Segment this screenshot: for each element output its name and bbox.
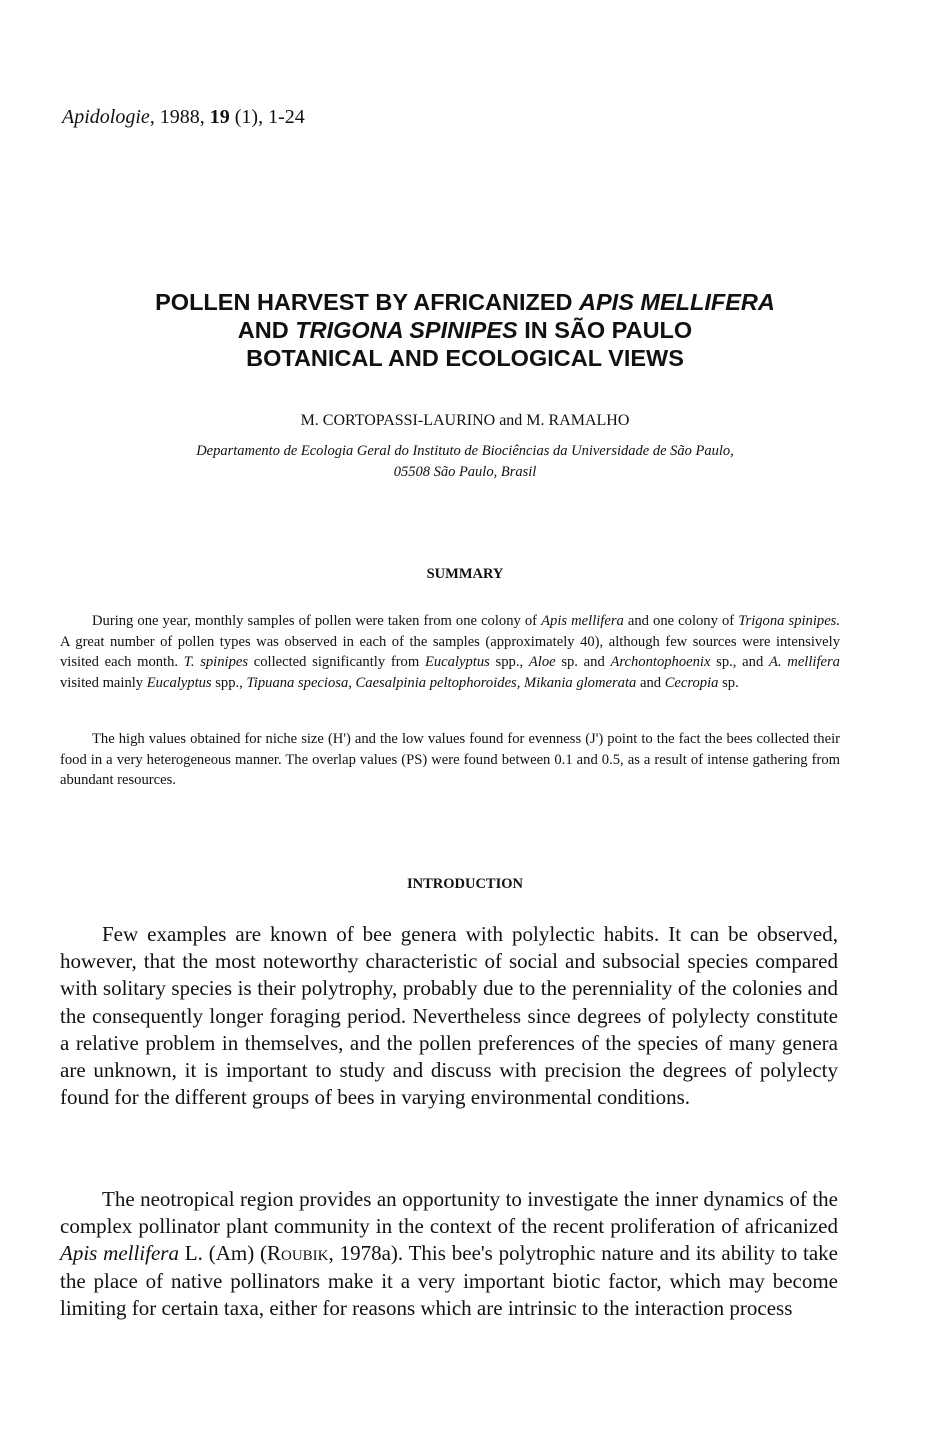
summary-heading: SUMMARY bbox=[426, 566, 504, 582]
species-name: Eucalyptus bbox=[146, 674, 212, 691]
intro-paragraph-2 bbox=[60, 1186, 838, 1322]
text-run: sp. and bbox=[555, 654, 611, 670]
text-run: spp., bbox=[211, 674, 247, 691]
cited-author: Roubik bbox=[267, 1241, 329, 1266]
affiliation-line1: Departamento de Ecologia Geral do Instituto de Biociências da Universidade de São Paulo, bbox=[196, 443, 734, 459]
species-name: Trigona spinipes. bbox=[738, 613, 841, 629]
text-run: and one colony of bbox=[623, 613, 739, 629]
text-run: sp., and bbox=[710, 654, 769, 670]
text-run: and bbox=[636, 674, 665, 691]
title-line2-species: TRIGONA SPINIPES bbox=[295, 317, 518, 343]
species-name: T. spinipes bbox=[183, 654, 249, 670]
species-name: Archontophoenix bbox=[610, 654, 711, 670]
journal-volume: 19 bbox=[209, 106, 230, 128]
introduction-heading: INTRODUCTION bbox=[406, 876, 523, 892]
title-line1-a: POLLEN HARVEST BY AFRICANIZED bbox=[155, 289, 580, 315]
affiliation bbox=[60, 441, 870, 483]
species-name: Apis mellifera bbox=[60, 1241, 179, 1266]
journal-year: 1988, bbox=[159, 106, 205, 128]
title-line3: BOTANICAL AND ECOLOGICAL VIEWS bbox=[246, 345, 684, 371]
text-run: Few examples are known of bee genera with polylectic habits. It can be observed, however, that the most noteworthy characteristic of social and subsocial species compared with solitary species is their polytrophy, probably due to the perenniality of the colonies and the consequently longer foraging period. Nevertheless since degrees of polylecty constitute a relative problem in themselves, and the pollen preferences of the species of many genera are unknown, it is important to study and discuss with precision the degrees of polylecty found for the different groups of bees in varying environmental conditions. bbox=[60, 922, 838, 1110]
species-name: Eucalyptus bbox=[424, 654, 490, 670]
journal-citation bbox=[62, 106, 305, 129]
affiliation-line2: 05508 São Paulo, Brasil bbox=[393, 464, 537, 480]
text-run: L. (Am) ( bbox=[178, 1241, 267, 1266]
text-run: The neotropical region provides an opportunity to investigate the inner dynamics of the complex pollinator plant community in the context of the recent proliferation of africanized bbox=[60, 1187, 838, 1239]
text-run: The high values obtained for niche size (H') and the low values found for evenness (J') point to the fact the bees collected their food in a very heterogeneous manner. The overlap values (PS) were found between 0.1 and 0.5, as a result of intense gathering from abundant resources. bbox=[60, 731, 840, 788]
journal-name: Apidologie, bbox=[62, 106, 155, 128]
text-run: sp. bbox=[718, 674, 739, 691]
species-name: A. mellifera bbox=[769, 654, 840, 670]
title-line1-species: APIS MELLIFERA bbox=[579, 289, 775, 315]
authors: M. CORTOPASSI-LAURINO and M. RAMALHO bbox=[300, 412, 630, 429]
text-run: collected significantly from bbox=[248, 654, 425, 670]
summary-paragraph-2 bbox=[60, 729, 840, 791]
text-run: A great number of pollen types was observed in each of the samples (approximately 40), although few sources were intensively visited each month. bbox=[60, 633, 840, 670]
species-name: Apis mellifera bbox=[541, 613, 624, 629]
species-name: Cecropia bbox=[664, 674, 719, 691]
species-name: Aloe bbox=[528, 654, 556, 670]
text-run: spp., bbox=[489, 654, 529, 670]
text-run: visited mainly bbox=[60, 674, 147, 691]
title-line2-a: AND bbox=[237, 317, 296, 343]
summary-paragraph-1 bbox=[60, 611, 840, 693]
title-line2-c: IN SÃO PAULO bbox=[517, 317, 693, 343]
species-name: Tipuana speciosa, Caesalpinia peltophoroides, Mikania glomerata bbox=[246, 674, 637, 691]
intro-paragraph-1 bbox=[60, 921, 838, 1111]
paper-title bbox=[60, 288, 870, 372]
text-run: During one year, monthly samples of pollen were taken from one colony of bbox=[92, 613, 542, 629]
journal-issue-pages: (1), 1-24 bbox=[234, 106, 305, 128]
text-run: , 1978a). This bee's polytrophic nature and its ability to take the place of native pollinators make it a very important biotic factor, which may become limiting for certain taxa, either for reasons which are intrinsic to the interaction process bbox=[60, 1241, 838, 1320]
